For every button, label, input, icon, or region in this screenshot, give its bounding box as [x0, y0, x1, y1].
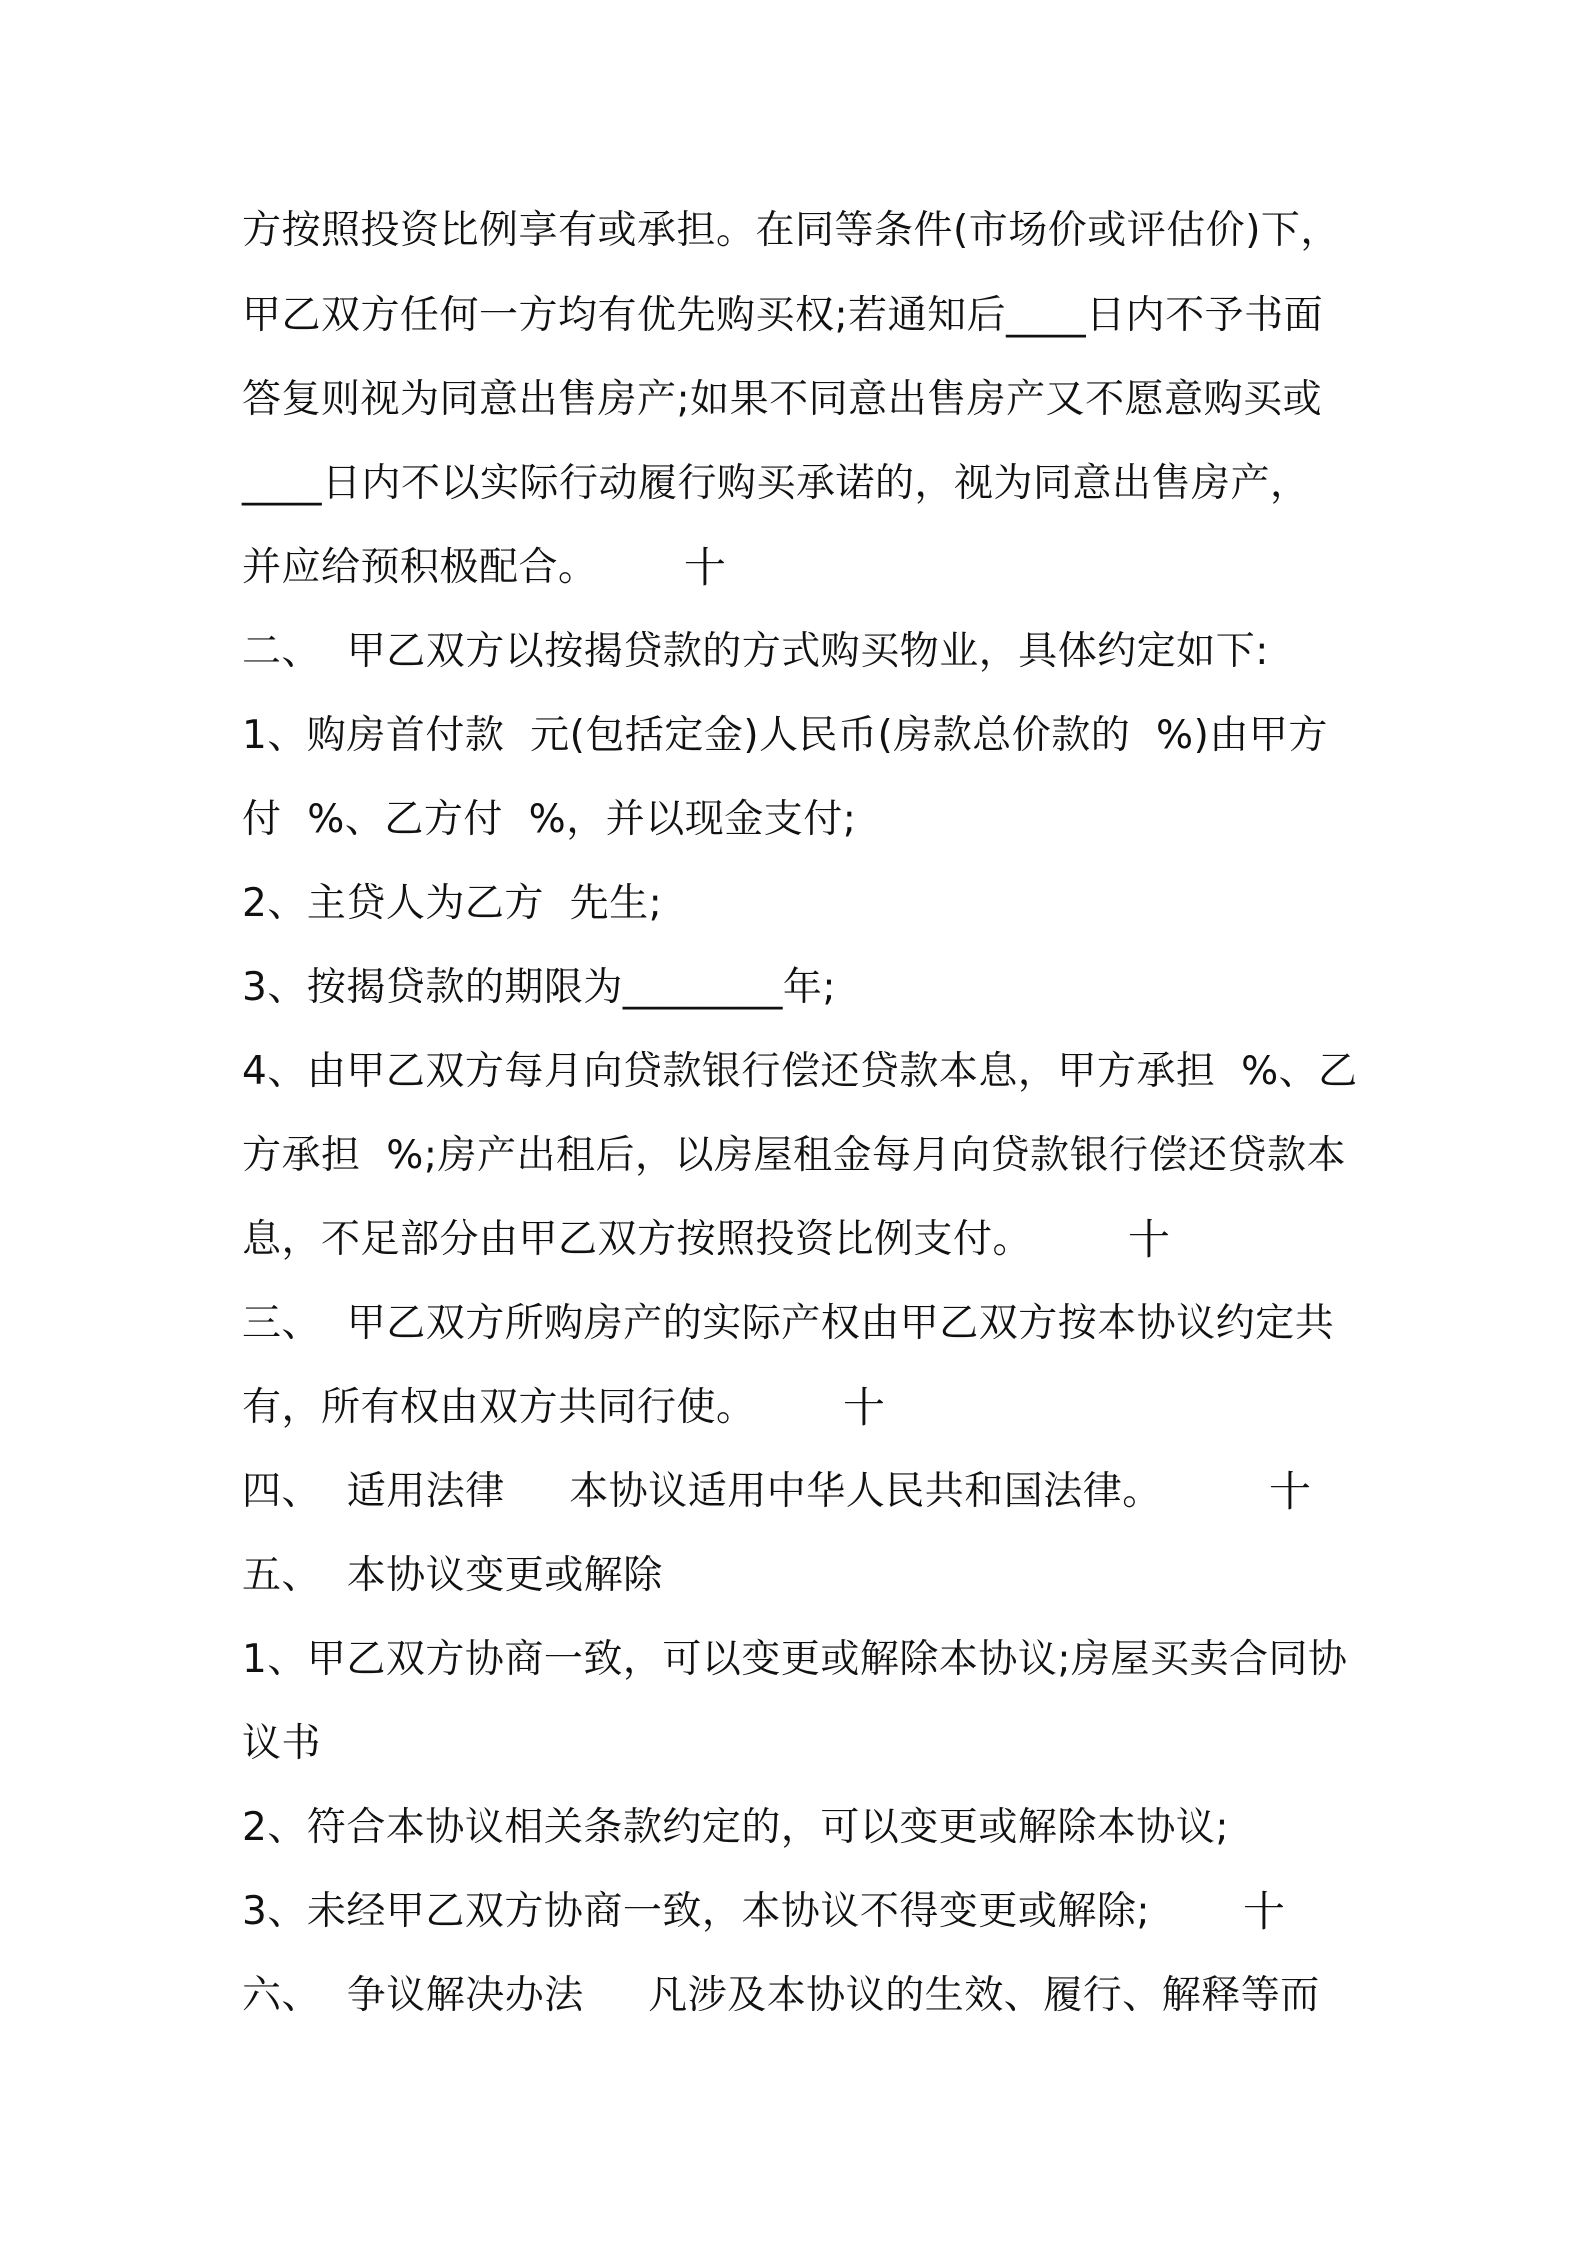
plus-mark: 十 [842, 1383, 885, 1432]
text-line: 甲乙双方任何一方均有优先购买权;若通知后____日内不予书面 [242, 293, 1324, 338]
text-line: 方承担 %;房产出租后，以房屋租金每月向贷款银行偿还贷款本 [242, 1133, 1346, 1178]
text-line: 有，所有权由双方共同行使。 [242, 1385, 756, 1430]
plus-mark: 十 [683, 543, 726, 592]
text-line: 3、未经甲乙双方协商一致，本协议不得变更或解除; [242, 1889, 1150, 1934]
plus-mark: 十 [1242, 1887, 1285, 1936]
section-heading-3: 三、 甲乙双方所购房产的实际产权由甲乙双方按本协议约定共 [242, 1301, 1335, 1346]
text-line: 答复则视为同意出售房产;如果不同意出售房产又不愿意购买或 [242, 377, 1323, 422]
text-line: 议书 [242, 1721, 322, 1766]
section-heading-5: 五、 本协议变更或解除 [242, 1553, 663, 1598]
text-line: 2、符合本协议相关条款约定的，可以变更或解除本协议; [242, 1805, 1229, 1850]
text-line: 方按照投资比例享有或承担。在同等条件(市场价或评估价)下， [242, 208, 1340, 253]
text-line: 息，不足部分由甲乙双方按照投资比例支付。 [242, 1217, 1033, 1262]
plus-mark: 十 [1268, 1467, 1311, 1516]
text-line: 3、按揭贷款的期限为________年; [242, 965, 836, 1010]
text-line: 2、主贷人为乙方 先生; [242, 881, 663, 926]
text-line: 4、由甲乙双方每月向贷款银行偿还贷款本息，甲方承担 %、乙 [242, 1049, 1358, 1094]
section-heading-4: 四、 适用法律 本协议适用中华人民共和国法律。 [242, 1469, 1162, 1514]
section-heading-6: 六、 争议解决办法 凡涉及本协议的生效、履行、解释等而 [242, 1973, 1320, 2018]
text-line: ____日内不以实际行动履行购买承诺的，视为同意出售房产， [242, 461, 1310, 506]
plus-mark: 十 [1127, 1215, 1170, 1264]
text-line: 付 %、乙方付 %，并以现金支付; [242, 797, 857, 842]
text-line: 1、购房首付款 元(包括定金)人民币(房款总价款的 %)由甲方 [242, 713, 1328, 758]
section-heading-2: 二、 甲乙双方以按揭贷款的方式购买物业，具体约定如下: [242, 629, 1269, 674]
text-line: 并应给预积极配合。 [242, 545, 598, 590]
text-line: 1、甲乙双方协商一致，可以变更或解除本协议;房屋买卖合同协 [242, 1637, 1348, 1682]
